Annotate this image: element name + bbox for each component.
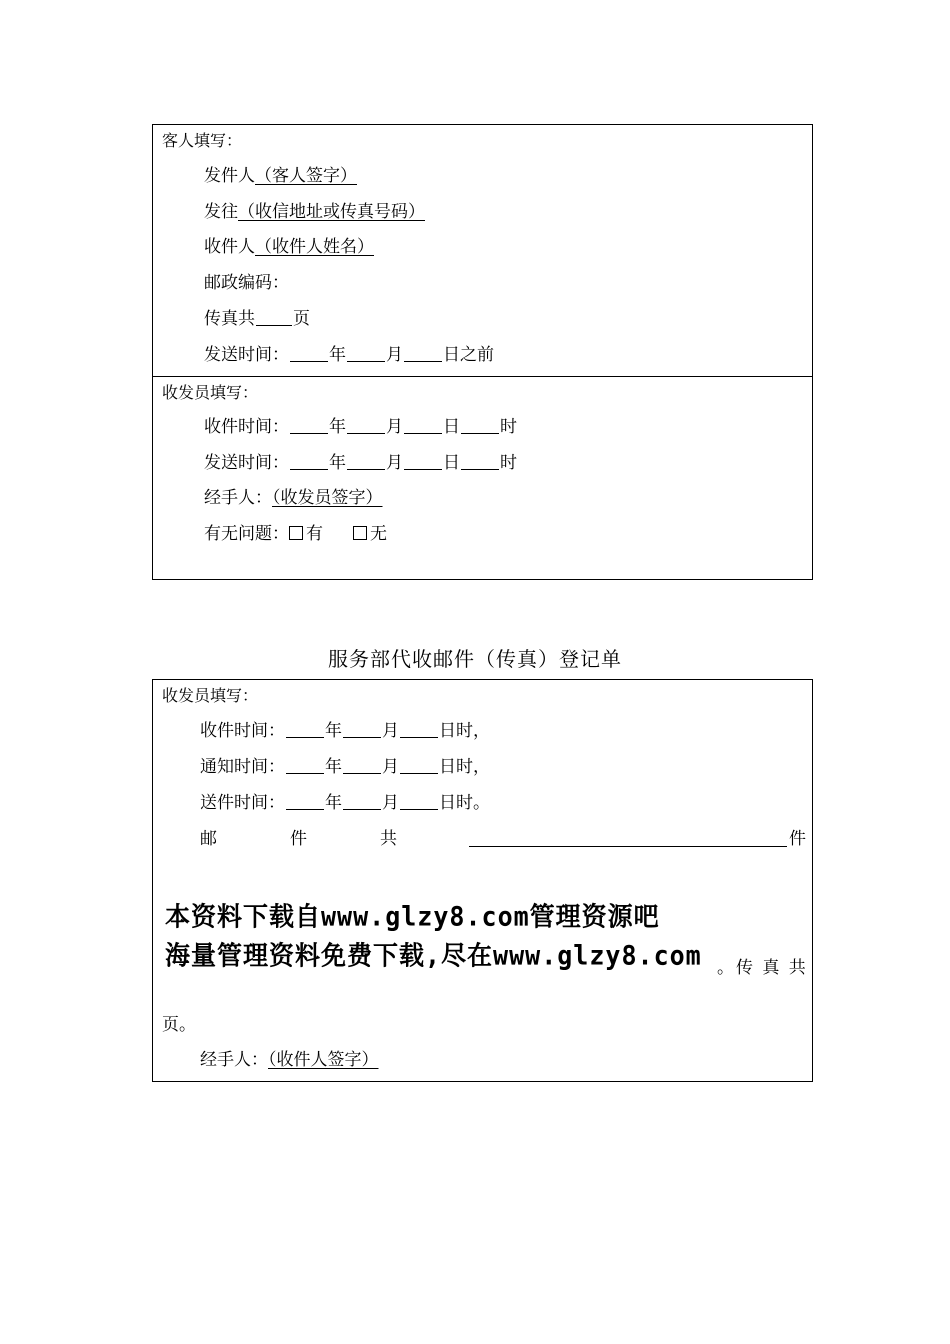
hour-blank[interactable] [461,453,499,470]
month-label: 月 [382,793,399,813]
year-label: 年 [325,757,342,777]
day-blank[interactable] [400,793,438,810]
fax-pages-row [204,309,310,329]
recipient-field[interactable]: （收件人姓名） [255,237,374,257]
sendto-row [204,202,425,222]
year-label: 年 [329,345,346,365]
receive-time-label: 收件时间： [200,721,285,741]
day-before-label: 日之前 [443,345,494,365]
month-blank[interactable] [347,417,385,434]
clerk-section-header: 收发员填写： [162,686,259,705]
handler-field[interactable]: （收件人签字） [268,1050,379,1070]
postal-code-row [204,273,289,293]
send-time-row [204,453,517,473]
month-label: 月 [382,721,399,741]
sender-field[interactable]: （客人签字） [255,166,357,186]
fax-pages-prefix: 传真共 [204,309,255,329]
sendto-field[interactable]: （收信地址或传真号码） [238,202,425,222]
day-blank[interactable] [400,757,438,774]
month-blank[interactable] [347,345,385,362]
sender-row [204,166,357,186]
handler-label: 经手人： [204,488,272,508]
receive-time-row [204,417,517,437]
hour-label: 时 [500,417,517,437]
hour-label: 时 [500,453,517,473]
mail-char-2: 件 [290,829,307,849]
yes-checkbox[interactable] [289,526,303,540]
year-blank[interactable] [286,757,324,774]
year-label: 年 [329,417,346,437]
day-blank[interactable] [400,721,438,738]
month-label: 月 [386,345,403,365]
recipient-row [204,237,374,257]
day-blank[interactable] [404,417,442,434]
year-blank[interactable] [290,345,328,362]
month-blank[interactable] [343,721,381,738]
year-blank[interactable] [286,721,324,738]
month-label: 月 [386,453,403,473]
day-hour-label: 日时， [439,721,490,741]
problem-row [204,524,387,544]
postal-code-label: 邮政编码： [204,273,289,293]
watermark-line-2: 海量管理资料免费下载,尽在www.glzy8.com [165,940,702,971]
sendto-label: 发往 [204,202,238,222]
guest-form-box [152,124,813,580]
send-deadline-row [204,345,494,365]
handler-label: 经手人： [200,1050,268,1070]
section-divider [153,376,812,377]
deliver-time-label: 送件时间： [200,793,285,813]
no-checkbox[interactable] [353,526,367,540]
notify-time-label: 通知时间： [200,757,285,777]
register-form-title: 服务部代收邮件（传真）登记单 [328,647,622,671]
watermark-line-1: 本资料下载自www.glzy8.com管理资源吧 [165,901,660,932]
year-blank[interactable] [290,453,328,470]
notify-time-row [200,757,490,777]
deliver-time-row [200,793,490,813]
clerk-section-header: 收发员填写： [162,383,259,402]
day-label: 日 [443,453,460,473]
fax-pages-tail: 。传 真 共 [717,958,808,978]
month-label: 月 [386,417,403,437]
day-blank[interactable] [404,345,442,362]
year-blank[interactable] [290,417,328,434]
day-hour-label: 日时， [439,757,490,777]
guest-section-header: 客人填写： [162,131,243,150]
month-blank[interactable] [343,793,381,810]
month-blank[interactable] [347,453,385,470]
recipient-label: 收件人 [204,237,255,257]
mail-char-3: 共 [380,829,397,849]
receive-time-label: 收件时间： [204,417,289,437]
page-period: 页。 [162,1015,196,1035]
handler-row [204,488,383,508]
sender-label: 发件人 [204,166,255,186]
year-label: 年 [325,721,342,741]
year-label: 年 [325,793,342,813]
handler-row [200,1050,379,1070]
send-time-label: 发送时间： [204,453,289,473]
problem-label: 有无问题： [204,524,289,544]
mail-suffix: 件 [789,829,806,849]
yes-label: 有 [306,524,323,544]
hour-blank[interactable] [461,417,499,434]
day-blank[interactable] [404,453,442,470]
year-blank[interactable] [286,793,324,810]
handler-field[interactable]: （收发员签字） [272,488,383,508]
no-label: 无 [370,524,387,544]
fax-pages-suffix: 页 [293,309,310,329]
register-form-box [152,679,813,1082]
month-blank[interactable] [343,757,381,774]
send-deadline-label: 发送时间： [204,345,289,365]
day-label: 日 [443,417,460,437]
mail-count-blank[interactable] [469,846,787,847]
day-hour-label: 日时。 [439,793,490,813]
mail-char-1: 邮 [200,829,217,849]
fax-pages-blank[interactable] [256,309,292,326]
year-label: 年 [329,453,346,473]
receive-time-row [200,721,490,741]
month-label: 月 [382,757,399,777]
